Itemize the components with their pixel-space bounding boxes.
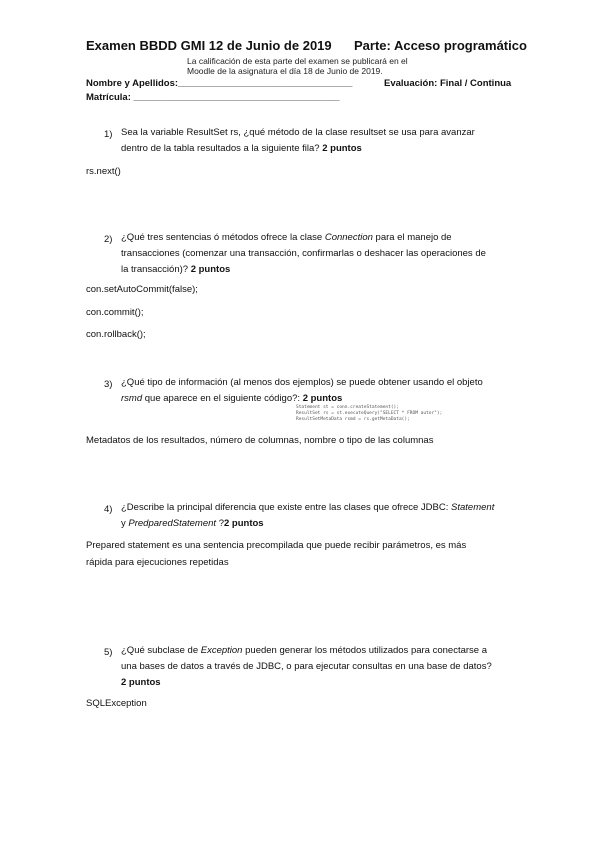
question-number: 4)	[104, 504, 113, 515]
question-line: ¿Qué tres sentencias ó métodos ofrece la clase Connection para el manejo de	[121, 232, 452, 243]
question-line: ¿Qué subclase de Exception pueden generar los métodos utilizados para conectarse a	[121, 645, 487, 656]
question-line: ¿Qué tipo de información (al menos dos ejemplos) se puede obtener usando el objeto	[121, 377, 483, 388]
grade-note-line2: Moodle de la asignatura el día 18 de Junio de 2019.	[187, 66, 383, 76]
question-4-text	[121, 500, 531, 532]
exam-title: Examen BBDD GMI 12 de Junio de 2019	[86, 38, 332, 53]
question-line: la transacción)? 2 puntos	[121, 264, 231, 275]
question-line: ¿Describe la principal diferencia que existe entre las clases que ofrece JDBC: Statement	[121, 502, 495, 513]
matricula-field[interactable]: Matrícula: _______________________________________	[86, 92, 340, 103]
code-snippet	[296, 405, 442, 423]
question-5-text	[121, 643, 531, 691]
question-line	[121, 675, 531, 691]
question-3-text	[121, 375, 521, 407]
code-line: ResultSet rs = st.executeQuery("SELECT * FROM autor");	[296, 411, 443, 416]
question-line: dentro de la tabla resultados a la siguiente fila? 2 puntos	[121, 143, 362, 154]
grade-note-line1: La calificación de esta parte del examen se publicará en el	[187, 56, 408, 66]
question-number: 5)	[104, 647, 113, 658]
question-line: una bases de datos a través de JDBC, o para ejecutar consultas en una base de datos?	[121, 661, 492, 672]
name-field[interactable]: Nombre y Apellidos:_________________________________	[86, 78, 353, 89]
question-number: 3)	[104, 379, 113, 390]
question-points: 2 puntos	[190, 264, 231, 275]
question-points: 2 puntos	[302, 393, 343, 404]
question-number: 1)	[104, 129, 113, 140]
answer-line: rápida para ejecuciones repetidas	[86, 557, 229, 568]
question-line: Sea la variable ResultSet rs, ¿qué método de la clase resultset se usa para avanzar	[121, 127, 475, 138]
question-points: 2 puntos	[224, 518, 264, 529]
question-points: 2 puntos	[322, 143, 362, 154]
code-line: Statement st = conn.createStatement();	[296, 405, 399, 410]
question-2-text	[121, 230, 521, 278]
question-1-text	[121, 125, 521, 157]
answer-2-line: con.commit();	[86, 307, 144, 318]
question-line: rsmd que aparece en el siguiente código?: 2 puntos	[121, 393, 343, 404]
answer-line: Prepared statement es una sentencia precompilada que puede recibir parámetros, es más	[86, 540, 467, 551]
answer-2-line: con.rollback();	[86, 329, 146, 340]
question-points: 2 puntos	[121, 677, 161, 688]
evaluation-label: Evaluación: Final / Continua	[384, 78, 512, 89]
answer-5: SQLException	[86, 698, 147, 709]
answer-4	[86, 537, 526, 571]
answer-2-line: con.setAutoCommit(false);	[86, 284, 198, 295]
code-line: ResultSetMetaData rsmd = rs.getMetaData();	[296, 417, 410, 422]
answer-3: Metadatos de los resultados, número de columnas, nombre o tipo de las columnas	[86, 435, 434, 446]
question-line: y PredparedStatement ?2 puntos	[121, 518, 264, 529]
answer-1: rs.next()	[86, 166, 121, 177]
question-number: 2)	[104, 234, 113, 245]
question-line: transacciones (comenzar una transacción, confirmarlas o deshacer las operaciones de	[121, 248, 486, 259]
exam-part-title: Parte: Acceso programático	[354, 38, 527, 53]
